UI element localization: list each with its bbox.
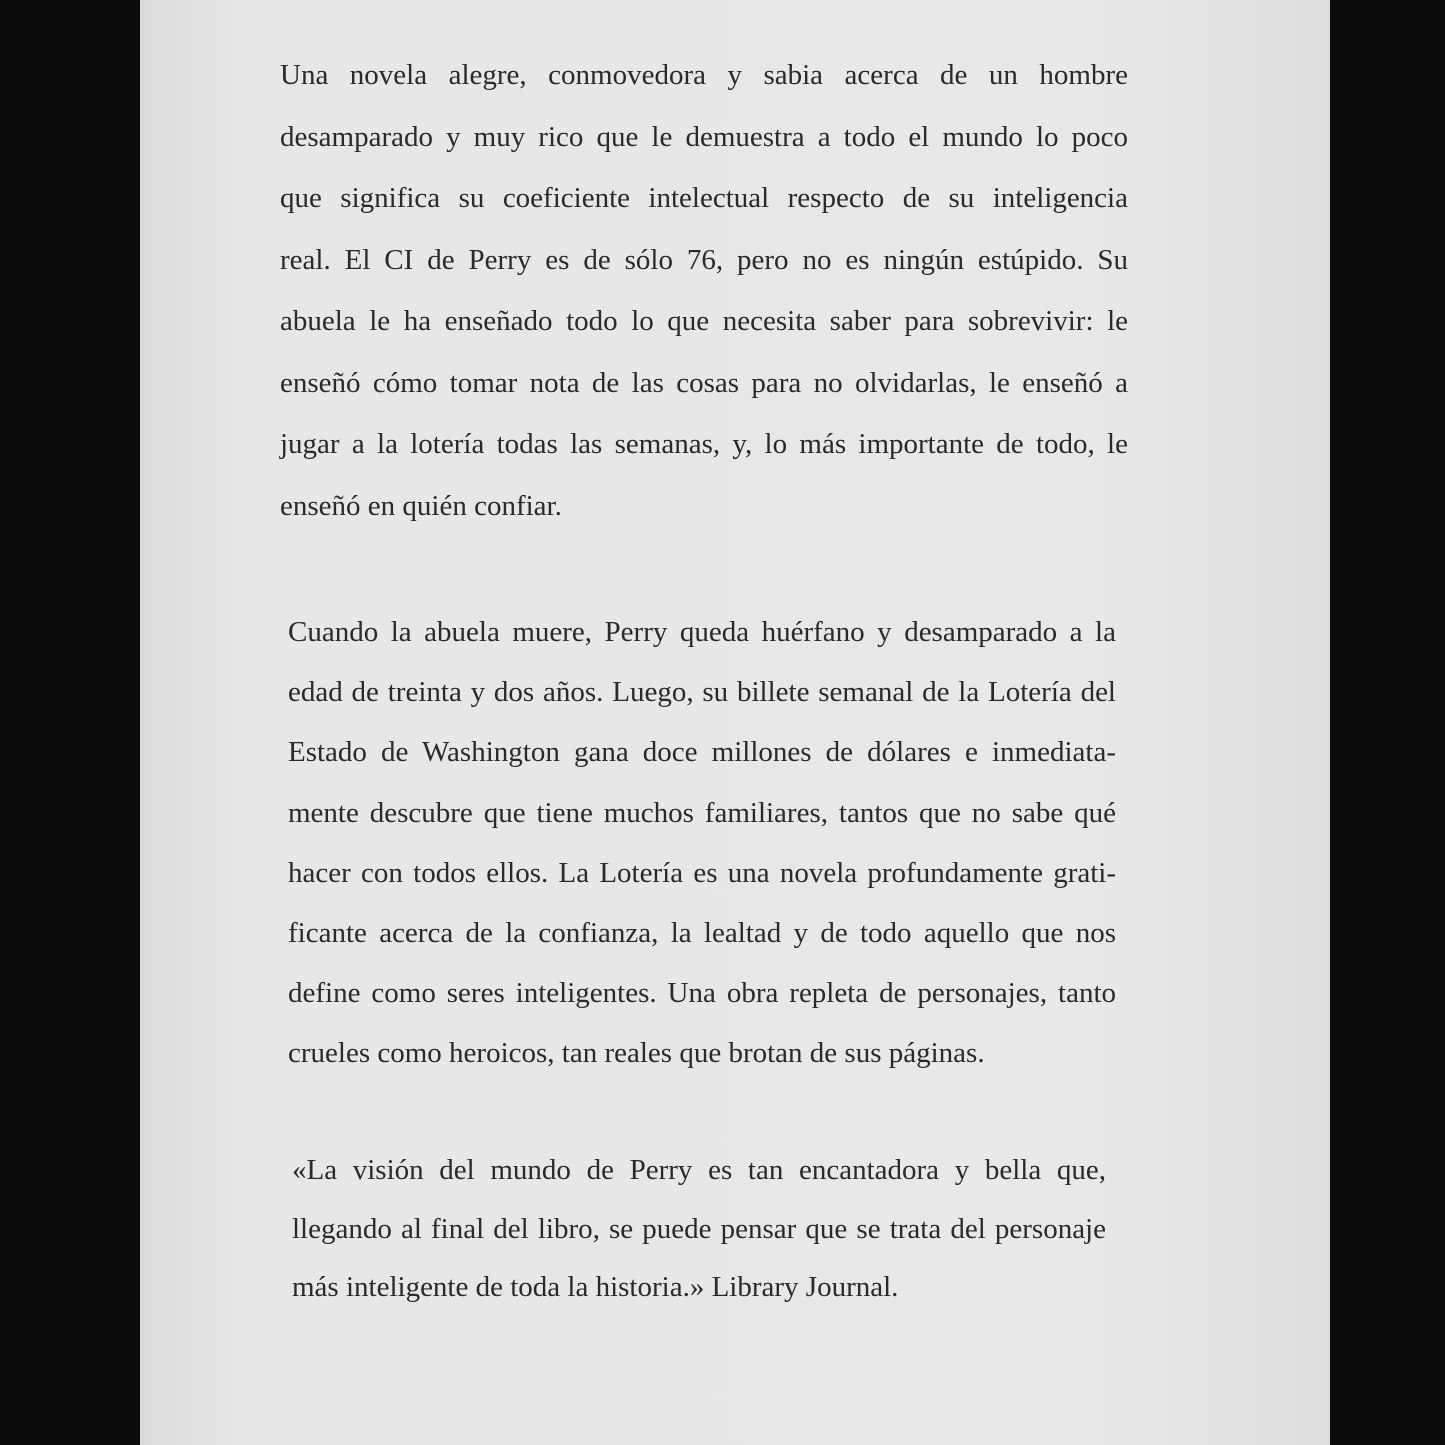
text-line: real. El CI de Perry es de sólo 76, pero no es ningún estúpido. Su — [280, 243, 1128, 276]
text-line: Cuando la abuela muere, Perry queda huérfano y desamparado a la — [288, 616, 1116, 648]
text-line: «La visión del mundo de Perry es tan encantadora y bella que, — [292, 1154, 1106, 1186]
text-line: enseñó en quién confiar. — [280, 489, 562, 522]
text-line: crueles como heroicos, tan reales que brotan de sus páginas. — [288, 1037, 985, 1070]
text-line: define como seres inteligentes. Una obra repleta de personajes, tanto — [288, 977, 1116, 1010]
review-quote — [292, 1150, 1106, 1326]
synopsis-paragraph-2 — [288, 612, 1116, 1094]
text-line: jugar a la lotería todas las semanas, y, lo más importante de todo, le — [280, 428, 1128, 460]
synopsis-paragraph-1 — [280, 55, 1128, 547]
text-line: Estado de Washington gana doce millones de dólares e inmediata- — [288, 736, 1116, 769]
text-line: llegando al final del libro, se puede pensar que se trata del personaje — [292, 1212, 1106, 1245]
text-line: mente descubre que tiene muchos familiares, tantos que no sabe qué — [288, 796, 1116, 829]
text-line: Una novela alegre, conmovedora y sabia acerca de un hombre — [280, 59, 1128, 91]
text-line: desamparado y muy rico que le demuestra a todo el mundo lo poco — [280, 120, 1128, 153]
text-line: hacer con todos ellos. La Lotería es una novela profundamente grati- — [288, 856, 1116, 889]
book-back-cover — [140, 0, 1330, 1445]
text-line: enseñó cómo tomar nota de las cosas para no olvidarlas, le enseñó a — [280, 366, 1128, 399]
text-line: abuela le ha enseñado todo lo que necesita saber para sobrevivir: le — [280, 305, 1128, 337]
text-line: edad de treinta y dos años. Luego, su billete semanal de la Lotería del — [288, 676, 1116, 709]
text-line: más inteligente de toda la historia.» Library Journal. — [292, 1271, 899, 1303]
text-line: ficante acerca de la confianza, la lealtad y de todo aquello que nos — [288, 916, 1116, 949]
text-line: que significa su coeficiente intelectual respecto de su inteligencia — [280, 182, 1128, 214]
